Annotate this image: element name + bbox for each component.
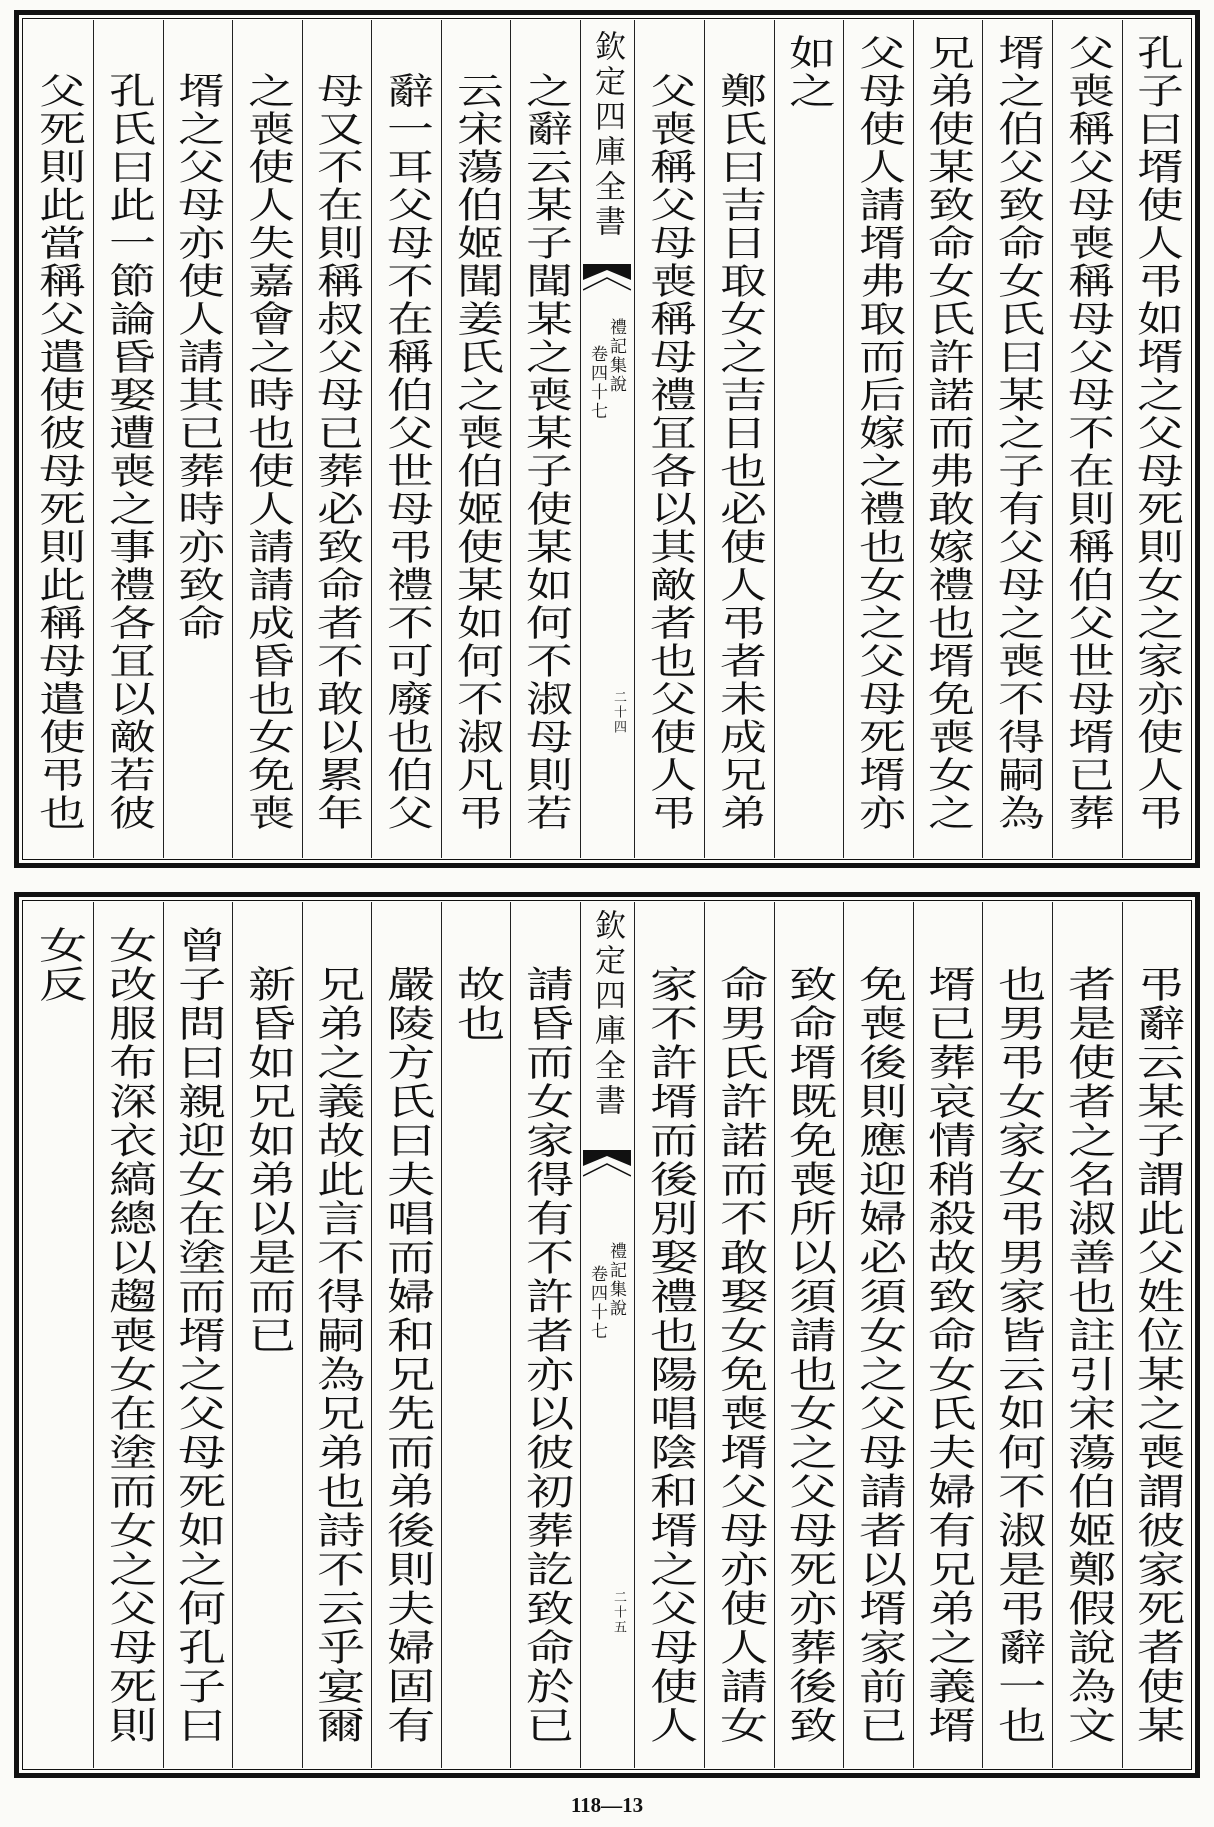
leaf-number: 二十五 bbox=[611, 1590, 626, 1635]
commentary-column: 嚴陵方氏曰夫唱而婦和兄先而弟後則夫婦固有 bbox=[378, 965, 435, 1745]
text-column: 孔子曰壻使人弔如壻之父母死則女之家亦使人弔 bbox=[1130, 34, 1184, 832]
commentary-column: 家不許壻而後別娶禮也陽唱陰和壻之父母使人 bbox=[641, 965, 698, 1745]
collection-title: 欽定四庫全書 bbox=[589, 30, 625, 240]
commentary-column: 請昏而女家得有不許者亦以彼初葬訖致命於已 bbox=[517, 965, 574, 1745]
text-column: 父母使人請壻弗取而后嫁之禮也女之父母死壻亦 bbox=[852, 34, 906, 832]
text-column: 女改服布深衣縞總以趨喪女在塗而女之父母死則 bbox=[100, 926, 157, 1745]
commentary-column: 新昏如兄如弟以是而已 bbox=[239, 965, 296, 1355]
juan-number: 卷四十七 bbox=[587, 345, 607, 421]
text-column: 如之 bbox=[782, 34, 836, 110]
commentary-column: 之喪使人失嘉會之時也使人請請成昏也女免喪 bbox=[241, 72, 295, 832]
commentary-column: 命男氏許諾而不敢娶女免喪壻父母亦使人請女 bbox=[711, 965, 768, 1745]
fishtail-mark-icon bbox=[583, 262, 631, 296]
fishtail-mark-icon bbox=[583, 1148, 631, 1182]
text-column: 女反 bbox=[30, 926, 87, 1004]
upper-leaf bbox=[0, 0, 1214, 878]
commentary-column: 壻之父母亦使人請其已葬時亦致命 bbox=[171, 72, 225, 642]
text-column: 壻之伯父致命女氏曰某之子有父母之喪不得嗣為 bbox=[991, 34, 1045, 832]
text-column: 父喪稱父母喪稱母父母不在則稱伯父世母壻已葬 bbox=[1061, 34, 1115, 832]
commentary-column: 致命壻既免喪所以須請也女之父母死亦葬後致 bbox=[780, 965, 837, 1745]
commentary-column: 者是使者之名淑善也註引宋蕩伯姬鄭假說為文 bbox=[1059, 965, 1116, 1745]
commentary-column: 鄭氏曰吉日取女之吉日也必使人弔者未成兄弟 bbox=[713, 72, 767, 832]
commentary-column: 之辭云某子聞某之喪某子使某如何不淑母則若 bbox=[519, 72, 573, 832]
book-title: 禮記集說 bbox=[606, 318, 626, 394]
commentary-column: 辭一耳父母不在稱伯父世母弔禮不可廢也伯父 bbox=[380, 72, 434, 832]
page-number: 118—13 bbox=[570, 1793, 644, 1817]
commentary-column: 故也 bbox=[448, 965, 505, 1043]
commentary-column: 父死則此當稱父遣使彼母死則此稱母遣使弔也 bbox=[32, 72, 86, 832]
collection-title: 欽定四庫全書 bbox=[589, 909, 625, 1119]
leaf-number: 二十四 bbox=[611, 690, 626, 735]
commentary-column: 孔氏曰此一節論昏娶遭喪之事禮各冝以敵若彼 bbox=[102, 72, 156, 832]
commentary-column: 兄弟之義故此言不得嗣為兄弟也詩不云乎宴爾 bbox=[308, 965, 365, 1745]
juan-number: 卷四十七 bbox=[587, 1265, 607, 1341]
commentary-column: 父喪稱父母喪稱母禮冝各以其敵者也父使人弔 bbox=[643, 72, 697, 832]
commentary-column: 壻已葬哀情稍殺故致命女氏夫婦有兄弟之義壻 bbox=[919, 965, 976, 1745]
text-column: 曾子問曰親迎女在塗而壻之父母死如之何孔子曰 bbox=[169, 926, 226, 1745]
text-column: 兄弟使某致命女氏許諾而弗敢嫁禮也壻免喪女之 bbox=[921, 34, 975, 832]
commentary-column: 云宋蕩伯姬聞姜氏之喪伯姬使某如何不淑凡弔 bbox=[450, 72, 504, 832]
book-title: 禮記集說 bbox=[606, 1242, 626, 1318]
lower-leaf bbox=[0, 882, 1214, 1782]
commentary-column: 免喪後則應迎婦必須女之父母請者以壻家前已 bbox=[850, 965, 907, 1745]
commentary-column: 弔辭云某子謂此父姓位某之喪謂彼家死者使某 bbox=[1128, 965, 1185, 1745]
commentary-column: 母又不在則稱叔父母已葬必致命者不敢以累年 bbox=[310, 72, 364, 832]
commentary-column: 也男弔女家女弔男家皆云如何不淑是弔辭一也 bbox=[989, 965, 1046, 1745]
